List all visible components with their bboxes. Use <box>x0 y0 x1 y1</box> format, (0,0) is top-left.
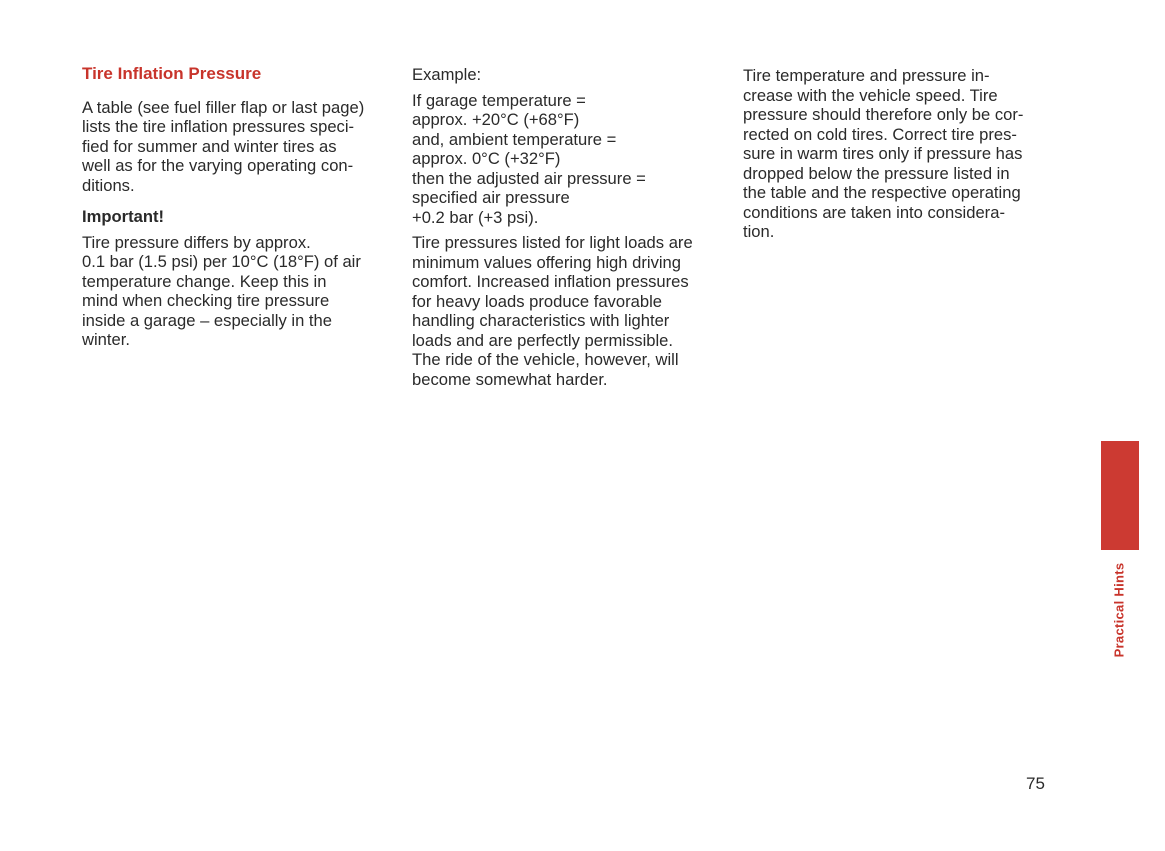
column-1 <box>82 62 392 350</box>
loads-paragraph: Tire pressures listed for light loads are minimum values offering high driving comfort. Increased inflation pressures for heavy loads produce favorable handling characteristics with lighter loads and are perfectly permissible. The ride of the vehicle, however, will become somewhat harder. <box>412 233 693 389</box>
important-paragraph: Tire pressure differs by approx. 0.1 bar (1.5 psi) per 10°C (18°F) of air temperature change. Keep this in mind when checking tire pressure inside a garage – especially in the winter. <box>82 232 361 349</box>
column-3 <box>743 66 1053 242</box>
section-heading: Tire Inflation Pressure <box>82 64 262 83</box>
column-2 <box>412 62 727 389</box>
intro-paragraph: A table (see fuel filler flap or last page) lists the tire inflation pressures speci- fied for summer and winter tires as well as for the varying operating con- ditions. <box>82 97 365 195</box>
example-label: Example: <box>412 65 482 84</box>
important-heading: Important! <box>82 207 165 226</box>
section-tab-label: Practical Hints <box>1111 562 1127 658</box>
page-number: 75 <box>1026 774 1045 793</box>
section-tab-marker <box>1101 441 1139 550</box>
example-paragraph: If garage temperature = approx. +20°C (+68°F) and, ambient temperature = approx. 0°C (+32°F) then the adjusted air pressure = specified air pressure +0.2 bar (+3 psi). <box>412 90 646 227</box>
temperature-paragraph: Tire temperature and pressure in- crease with the vehicle speed. Tire pressure should therefore only be cor- rected on cold tires. Correct tire pres- sure in warm tires only if pressure has dropped below the pressure listed in the table and the respective operating conditions are taken into considera- tion. <box>743 66 1024 241</box>
